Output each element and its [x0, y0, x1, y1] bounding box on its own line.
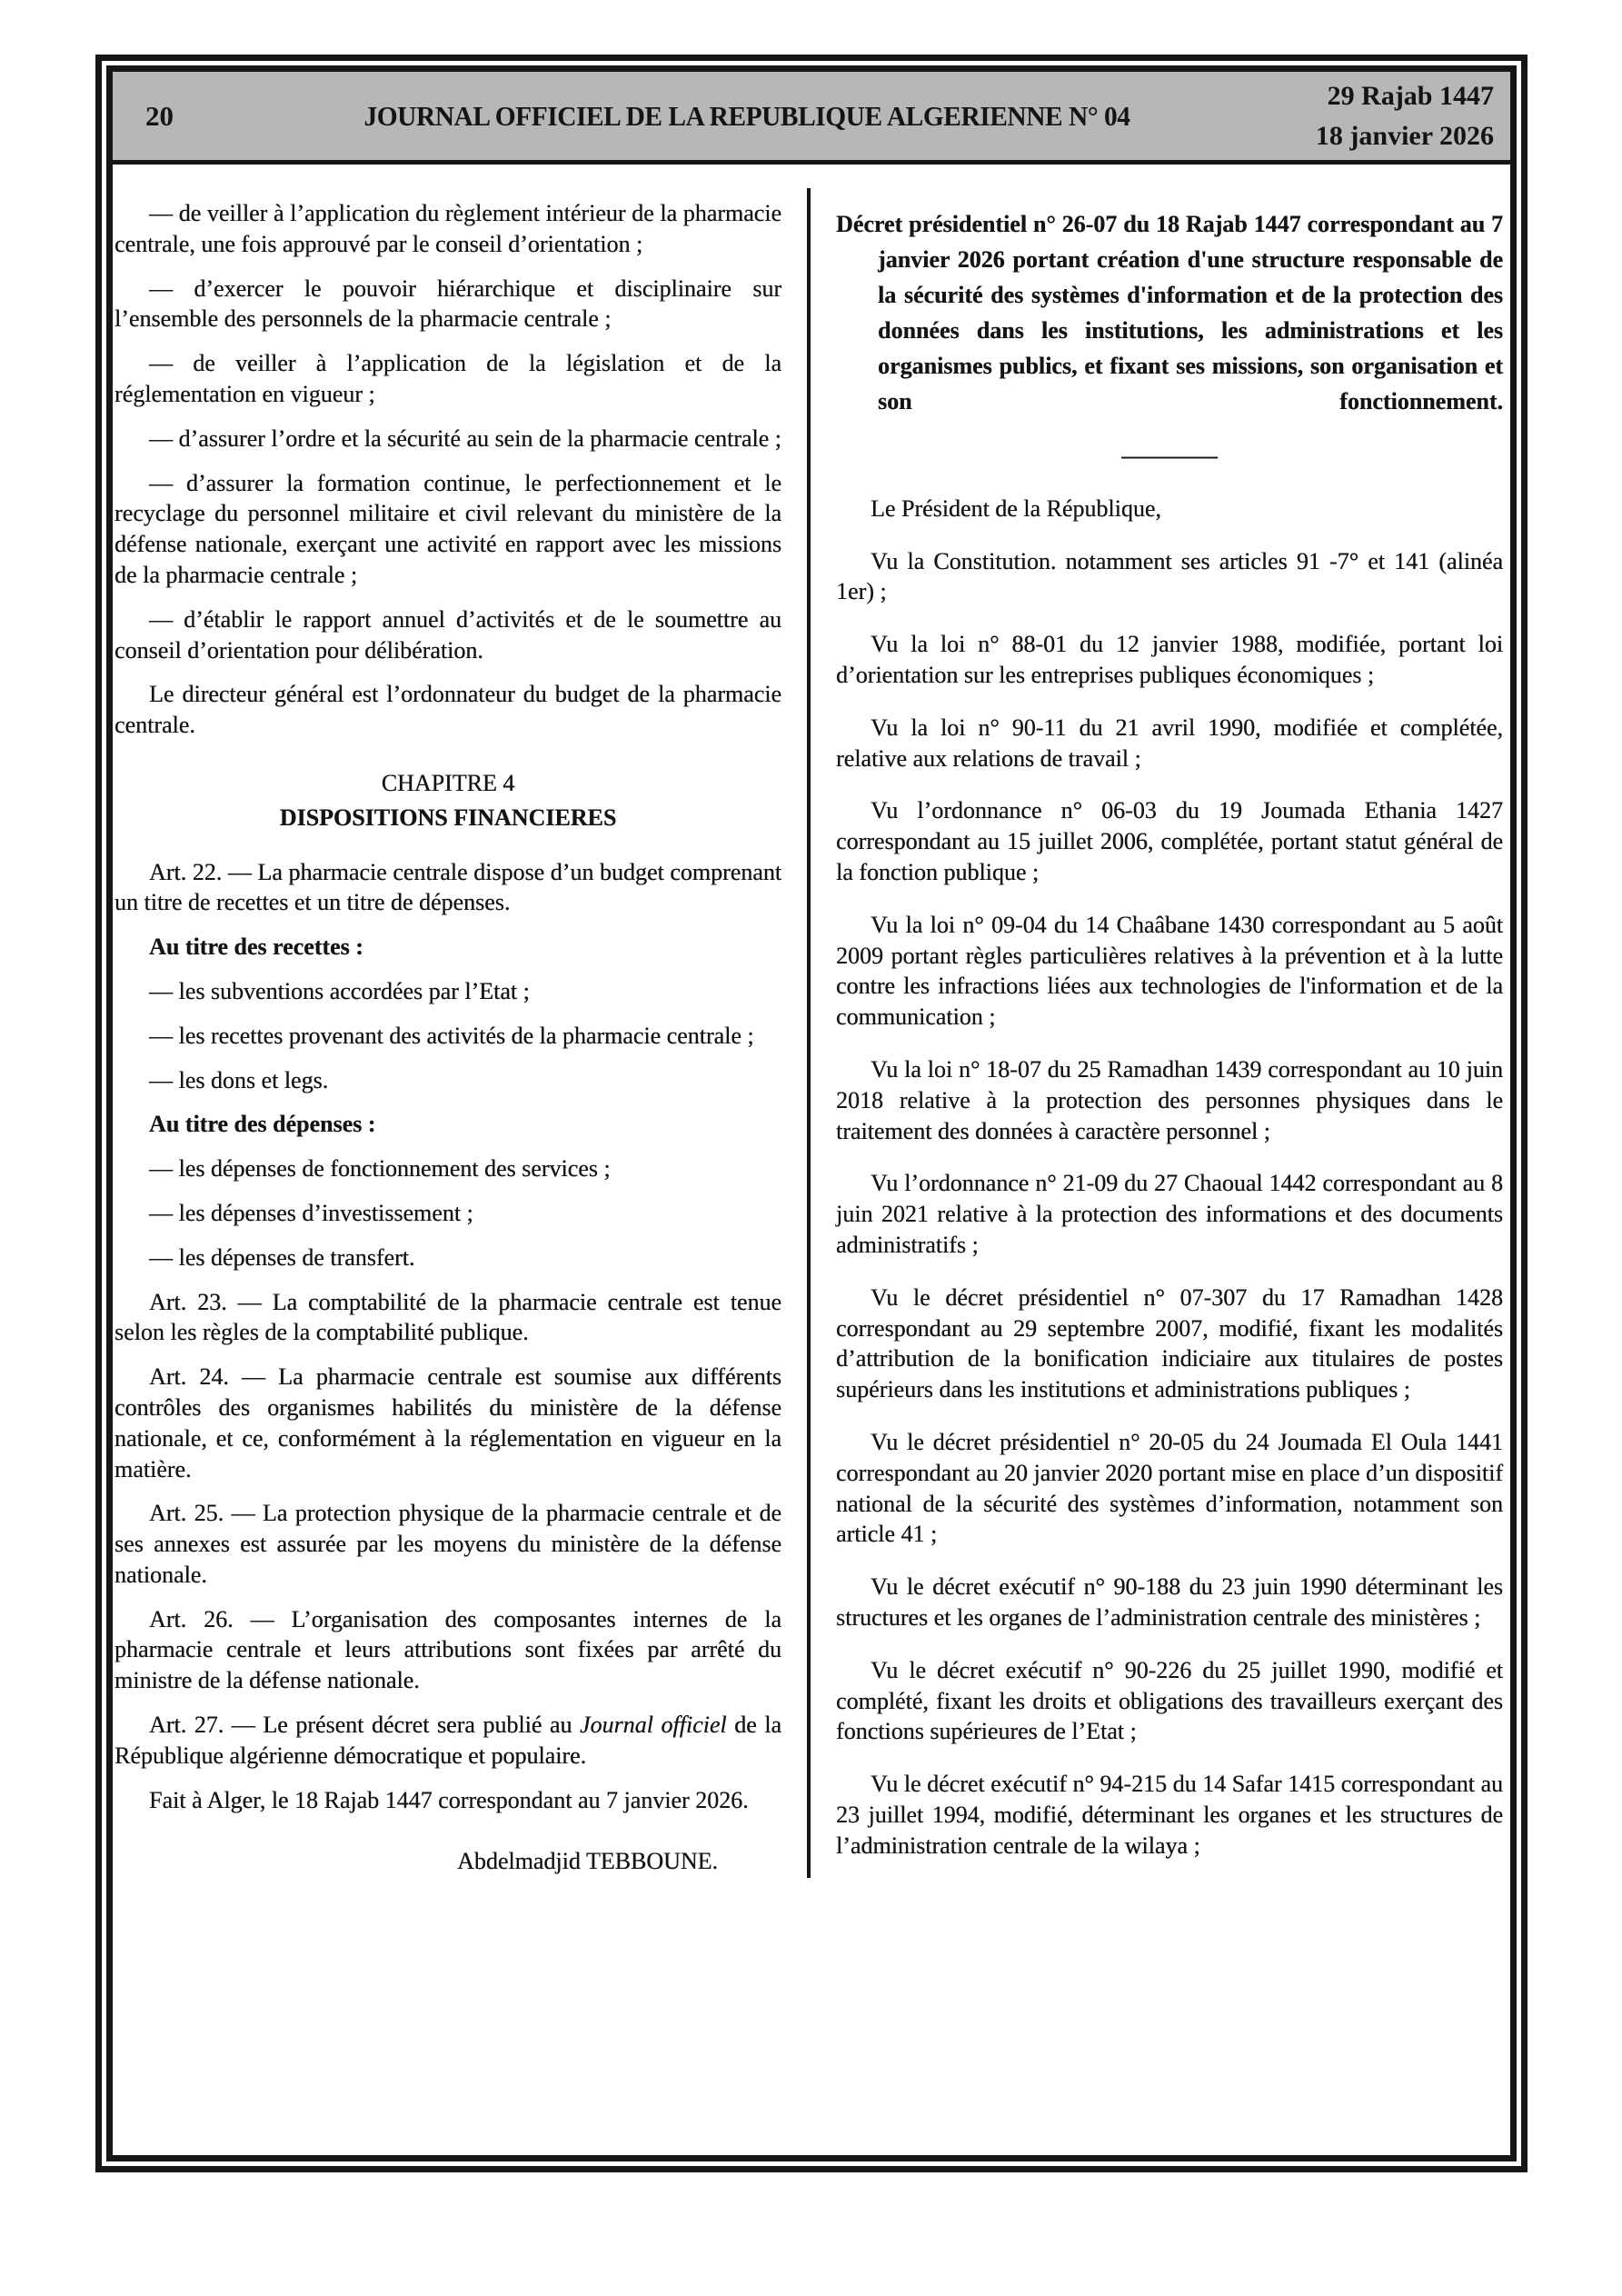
gregorian-date: 18 janvier 2026 — [1315, 120, 1494, 151]
issue-dates — [1249, 76, 1510, 155]
dash-item: — les dépenses de transfert. — [149, 1243, 415, 1271]
visa-paragraph: Vu le décret exécutif n° 90-188 du 23 juin 1990 déterminant les structures et les organes de l’administration centrale des ministères ; — [836, 1573, 1503, 1631]
article-paragraph: Art. 26. — L’organisation des composantes internes de la pharmacie centrale et leurs attributions sont fixées par arrêté du ministre de la défense nationale. — [114, 1605, 781, 1694]
dash-item: — d’exercer le pouvoir hiérarchique et disciplinaire sur l’ensemble des personnels de la pharmacie centrale ; — [114, 275, 781, 333]
article-paragraph: Art. 22. — La pharmacie centrale dispose d’un budget comprenant un titre de recettes et un titre de dépenses. — [114, 858, 781, 916]
separator: — — — — — [1121, 443, 1218, 469]
visa-paragraph: Vu le décret exécutif n° 94-215 du 14 Safar 1415 correspondant au 23 juillet 1994, modifié, déterminant les organes et les structures de l’administration centrale de la wilaya ; — [836, 1771, 1503, 1859]
columns-area — [113, 165, 1510, 1891]
section-label: Au titre des dépenses : — [149, 1111, 376, 1138]
dash-item: — de veiller à l’application du règlement intérieur de la pharmacie centrale, une fois approuvé par le conseil d’orientation ; — [114, 200, 781, 257]
dash-item: — les dépenses de fonctionnement des services ; — [149, 1155, 611, 1183]
article-paragraph: Art. 25. — La protection physique de la pharmacie centrale et de ses annexes est assurée par les moyens du ministère de la défense nationale. — [114, 1500, 781, 1588]
page-frame-inner — [106, 65, 1517, 2161]
visa-paragraph: Vu la loi n° 09-04 du 14 Chaâbane 1430 correspondant au 5 août 2009 portant règles particulières relatives à la prévention et à la lutte contre les infractions liées aux technologies de l'information et de la communication ; — [836, 911, 1503, 1031]
hijri-date: 29 Rajab 1447 — [1327, 81, 1494, 111]
dash-item: — d’assurer l’ordre et la sécurité au sein de la pharmacie centrale ; — [149, 424, 781, 452]
header-band — [113, 72, 1510, 165]
article-paragraph: Art. 24. — La pharmacie centrale est soumise aux différents contrôles des organismes habilités du ministère de la défense nationale, et ce, conformément à la réglementation en vigueur en la matière. — [114, 1363, 781, 1482]
decree-title: Décret présidentiel n° 26-07 du 18 Rajab 1447 correspondant au 7 janvier 2026 portant création d'une structure responsable de la sécurité des systèmes d'information et de la protection des données dans les institutions, les administrations et les organismes publics, et fixant ses missions, son organisation et son fonctionnement. — [836, 211, 1503, 414]
article-paragraph: Art. 23. — La comptabilité de la pharmacie centrale est tenue selon les règles de la comptabilité publique. — [114, 1288, 781, 1346]
visa-paragraph: Vu la loi n° 90-11 du 21 avril 1990, modifiée et complétée, relative aux relations de travail ; — [836, 714, 1503, 772]
page-frame — [95, 55, 1527, 2172]
paragraph: Fait à Alger, le 18 Rajab 1447 correspondant au 7 janvier 2026. — [149, 1786, 749, 1813]
dash-item: — les subventions accordées par l’Etat ; — [149, 977, 530, 1004]
visa-paragraph: Vu le décret présidentiel n° 07-307 du 17 Ramadhan 1428 correspondant au 29 septembre 2007, modifié, fixant les modalités d’attribution de la bonification indiciaire aux titulaires de postes supérieurs dans les institutions et administrations publiques ; — [836, 1283, 1503, 1403]
visa-paragraph: Vu le décret présidentiel n° 20-05 du 24 Joumada El Oula 1441 correspondant au 20 janvier 2020 portant mise en place d’un dispositif national de la sécurité des systèmes d’information, notamment son article 41 ; — [836, 1428, 1503, 1548]
text-run: de la République algérienne démocratique et populaire. — [114, 1712, 782, 1769]
dash-item: — les dépenses d’investissement ; — [149, 1199, 473, 1226]
dash-item: — les dons et legs. — [149, 1066, 329, 1093]
signature: Abdelmadjid TEBBOUNE. — [457, 1848, 718, 1875]
chapter-subheading: DISPOSITIONS FINANCIERES — [279, 804, 617, 831]
dash-item: — d’établir le rapport annuel d’activités et de le soumettre au conseil d’orientation pour délibération. — [114, 605, 781, 664]
visa-paragraph: Vu l’ordonnance n° 06-03 du 19 Joumada Ethania 1427 correspondant au 15 juillet 2006, complétée, portant statut général de la fonction publique ; — [836, 797, 1503, 885]
paragraph: Le directeur général est l’ordonnateur du budget de la pharmacie centrale. — [114, 681, 781, 739]
section-label: Au titre des recettes : — [149, 933, 363, 961]
text-run: Art. 27. — Le présent décret sera publié au — [149, 1712, 580, 1739]
dash-item: — de veiller à l’application de la législation et de la réglementation en vigueur ; — [114, 350, 781, 407]
italic-text-run: Journal officiel — [579, 1712, 727, 1739]
paragraph: Le Président de la République, — [871, 494, 1161, 522]
article-paragraph — [114, 1710, 781, 1772]
page-number: 20 — [145, 99, 174, 132]
visa-paragraph: Vu la loi n° 18-07 du 25 Ramadhan 1439 correspondant au 10 juin 2018 relative à la protection des personnes physiques dans le traitement des données à caractère personnel ; — [836, 1055, 1503, 1144]
dash-item: — les recettes provenant des activités de la pharmacie centrale ; — [149, 1022, 754, 1049]
dash-item: — d’assurer la formation continue, le perfectionnement et le recyclage du personnel militaire et civil relevant du ministère de la défense nationale, exerçant une activité en rapport avec les missions de la pharmacie centrale ; — [114, 469, 781, 588]
journal-title: JOURNAL OFFICIEL DE LA REPUBLIQUE ALGERIENNE N° 04 — [363, 99, 1130, 132]
visa-paragraph: Vu la Constitution. notamment ses articles 91 -7° et 141 (alinéa 1er) ; — [836, 547, 1503, 605]
right-column — [811, 185, 1505, 1891]
visa-paragraph: Vu l’ordonnance n° 21-09 du 27 Chaoual 1442 correspondant au 8 juin 2021 relative à la protection des informations et des documents administratifs ; — [836, 1170, 1503, 1258]
left-column — [113, 185, 807, 1891]
visa-paragraph: Vu le décret exécutif n° 90-226 du 25 juillet 1990, modifié et complété, fixant les droits et obligations des travailleurs exerçant des fonctions supérieures de l’Etat ; — [836, 1656, 1503, 1745]
chapter-heading: CHAPITRE 4 — [381, 769, 515, 796]
visa-paragraph: Vu la loi n° 88-01 du 12 janvier 1988, modifiée, portant loi d’orientation sur les entreprises publiques économiques ; — [836, 631, 1503, 688]
